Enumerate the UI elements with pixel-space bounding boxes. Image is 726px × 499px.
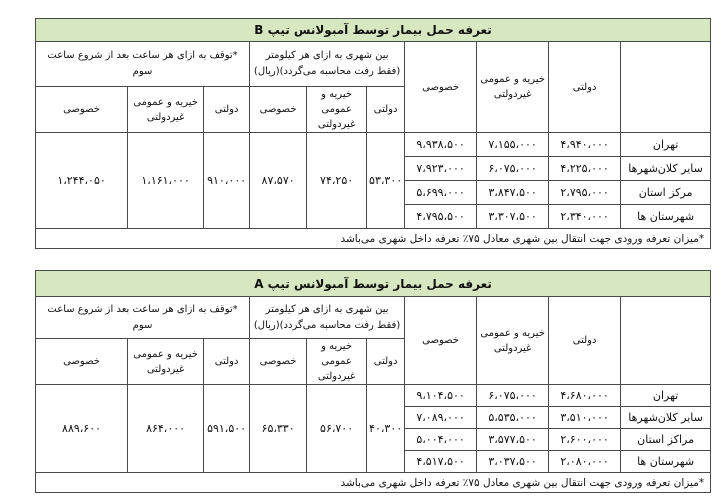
city-name: سایر کلان‌شهرها (621, 157, 711, 181)
sub-header-private: خصوصی (250, 339, 307, 385)
cell-private: ۷،۰۸۹،۰۰۰ (405, 407, 477, 429)
cell-governmental: ۴،۲۲۵،۰۰۰ (549, 157, 621, 181)
cell-charity: ۷،۱۵۵،۰۰۰ (477, 133, 549, 157)
cell-charity: ۳،۸۴۷،۵۰۰ (477, 181, 549, 205)
sub-header-private: خصوصی (36, 87, 128, 133)
group-header-stop: *توقف به ازای هر ساعت بعد از شروع ساعت سوم (36, 42, 250, 87)
cell-private: ۵،۶۹۹،۰۰۰ (405, 181, 477, 205)
stop-governmental: ۵۹۱،۵۰۰ (204, 385, 250, 473)
cell-governmental: ۲،۷۹۵،۰۰۰ (549, 181, 621, 205)
group-header-stop: *توقف به ازای هر ساعت بعد از شروع ساعت سوم (36, 297, 250, 339)
group-header-intercity: بین شهری به ازای هر کیلومتر (فقط رفت محاسبه می‌گردد)(ریال) (250, 297, 405, 339)
table-title: تعرفه حمل بیمار توسط آمبولانس تیپ B (36, 19, 711, 42)
sub-header-charity: خیریه و عمومی غیردولتی (307, 339, 367, 385)
city-name: شهرستان ها (621, 451, 711, 473)
stop-charity: ۸۶۴،۰۰۰ (128, 385, 204, 473)
intercity-private: ۶۵،۳۳۰ (250, 385, 307, 473)
intercity-charity: ۷۴،۲۵۰ (307, 133, 367, 229)
intercity-charity: ۵۶،۷۰۰ (307, 385, 367, 473)
corner-cell (621, 42, 711, 133)
intercity-private: ۸۷،۵۷۰ (250, 133, 307, 229)
cell-charity: ۳،۰۳۷،۵۰۰ (477, 451, 549, 473)
table-title: تعرفه حمل بیمار توسط آمبولانس تیپ A (36, 271, 711, 297)
cell-charity: ۳،۳۰۷،۵۰۰ (477, 205, 549, 229)
cell-governmental: ۲،۳۴۰،۰۰۰ (549, 205, 621, 229)
sub-header-charity: خیریه و عمومی غیردولتی (128, 87, 204, 133)
table-row (36, 133, 711, 157)
cell-private: ۹،۹۳۸،۵۰۰ (405, 133, 477, 157)
cell-private: ۹،۱۰۴،۵۰۰ (405, 385, 477, 407)
tariff-table-b (35, 18, 711, 249)
cell-governmental: ۲،۶۰۰،۰۰۰ (549, 429, 621, 451)
table-row (36, 385, 711, 407)
footnote: *میزان تعرفه ورودی جهت انتقال بین شهری معادل ۷۵٪ تعرفه داخل شهری می‌باشد (36, 229, 711, 249)
corner-cell (621, 297, 711, 385)
tariff-table-a (35, 270, 711, 493)
sub-header-governmental: دولتی (367, 339, 405, 385)
sub-header-private: خصوصی (36, 339, 128, 385)
cell-private: ۵،۰۰۴،۰۰۰ (405, 429, 477, 451)
cell-charity: ۶،۰۷۵،۰۰۰ (477, 157, 549, 181)
sub-header-private: خصوصی (250, 87, 307, 133)
col-header-private: خصوصی (405, 297, 477, 385)
col-header-charity: خیریه و عمومی غیردولتی (477, 42, 549, 133)
col-header-governmental: دولتی (549, 42, 621, 133)
footnote: *میزان تعرفه ورودی جهت انتقال بین شهری معادل ۷۵٪ تعرفه داخل شهری می‌باشد (36, 473, 711, 493)
sub-header-charity: خیریه و عمومی غیردولتی (307, 87, 367, 133)
cell-private: ۷،۹۲۳،۰۰۰ (405, 157, 477, 181)
cell-governmental: ۴،۶۸۰،۰۰۰ (549, 385, 621, 407)
col-header-charity: خیریه و عمومی غیردولتی (477, 297, 549, 385)
city-name: تهران (621, 133, 711, 157)
cell-charity: ۵،۵۳۵،۰۰۰ (477, 407, 549, 429)
sub-header-governmental: دولتی (204, 339, 250, 385)
intercity-governmental: ۴۰،۳۰۰ (367, 385, 405, 473)
cell-private: ۴،۷۹۵،۵۰۰ (405, 205, 477, 229)
col-header-governmental: دولتی (549, 297, 621, 385)
sub-header-governmental: دولتی (204, 87, 250, 133)
intercity-governmental: ۵۳،۳۰۰ (367, 133, 405, 229)
stop-governmental: ۹۱۰،۰۰۰ (204, 133, 250, 229)
city-name: مراکز استان (621, 429, 711, 451)
city-name: شهرستان ها (621, 205, 711, 229)
cell-governmental: ۴،۹۴۰،۰۰۰ (549, 133, 621, 157)
cell-charity: ۳،۵۷۷،۵۰۰ (477, 429, 549, 451)
stop-private: ۱،۲۴۴،۰۵۰ (36, 133, 128, 229)
stop-private: ۸۸۹،۶۰۰ (36, 385, 128, 473)
group-header-intercity: بین شهری به ازای هر کیلومتر (فقط رفت محاسبه می‌گردد)(ریال) (250, 42, 405, 87)
city-name: سایر کلان‌شهرها (621, 407, 711, 429)
col-header-private: خصوصی (405, 42, 477, 133)
city-name: تهران (621, 385, 711, 407)
cell-governmental: ۳،۵۱۰،۰۰۰ (549, 407, 621, 429)
sub-header-governmental: دولتی (367, 87, 405, 133)
cell-private: ۴،۵۱۷،۵۰۰ (405, 451, 477, 473)
sub-header-charity: خیریه و عمومی غیردولتی (128, 339, 204, 385)
cell-governmental: ۲،۰۸۰،۰۰۰ (549, 451, 621, 473)
city-name: مرکز استان (621, 181, 711, 205)
stop-charity: ۱،۱۶۱،۰۰۰ (128, 133, 204, 229)
cell-charity: ۶،۰۷۵،۰۰۰ (477, 385, 549, 407)
